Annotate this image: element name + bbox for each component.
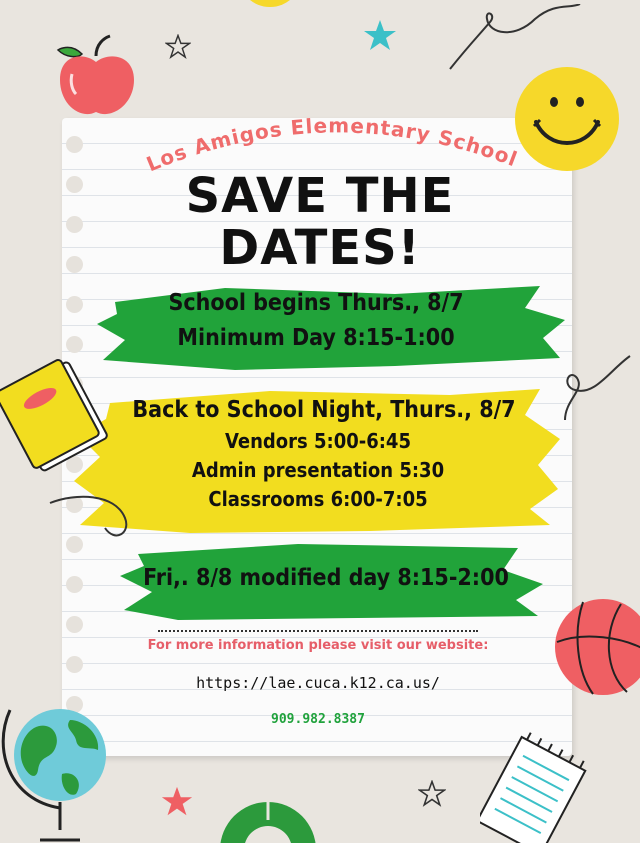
sun-top-icon <box>235 0 305 20</box>
notepad-icon <box>480 730 595 843</box>
website-link[interactable]: https://lae.cuca.k12.ca.us/ <box>196 674 440 692</box>
event-admin-presentation: Admin presentation 5:30 <box>191 458 445 482</box>
phone-number: 909.982.8387 <box>271 712 365 727</box>
star-icon <box>160 785 194 819</box>
page-title-line2: DATES! <box>219 220 421 276</box>
star-outline-icon <box>165 34 191 60</box>
binder-hole <box>66 136 83 153</box>
event-first-day: School begins Thurs., 8/7 <box>168 290 464 316</box>
star-icon <box>362 18 398 54</box>
binder-hole <box>66 616 83 633</box>
event-classrooms: Classrooms 6:00-7:05 <box>208 487 428 511</box>
star-outline-icon <box>418 780 446 808</box>
dotted-divider <box>158 630 478 632</box>
event-back-to-school-heading: Back to School Night, Thurs., 8/7 <box>132 397 516 423</box>
event-modified-day: Fri,. 8/8 modified day 8:15-2:00 <box>143 565 509 591</box>
protractor-icon <box>218 790 318 843</box>
svg-text:Los Amigos Elementary School: Los Amigos Elementary School <box>142 113 522 177</box>
event-vendors: Vendors 5:00-6:45 <box>225 429 411 453</box>
info-text: For more information please visit our website: <box>147 638 489 653</box>
page-title-line1: SAVE THE <box>185 168 455 224</box>
event-minimum-day: Minimum Day 8:15-1:00 <box>177 325 455 351</box>
binder-hole <box>66 656 83 673</box>
